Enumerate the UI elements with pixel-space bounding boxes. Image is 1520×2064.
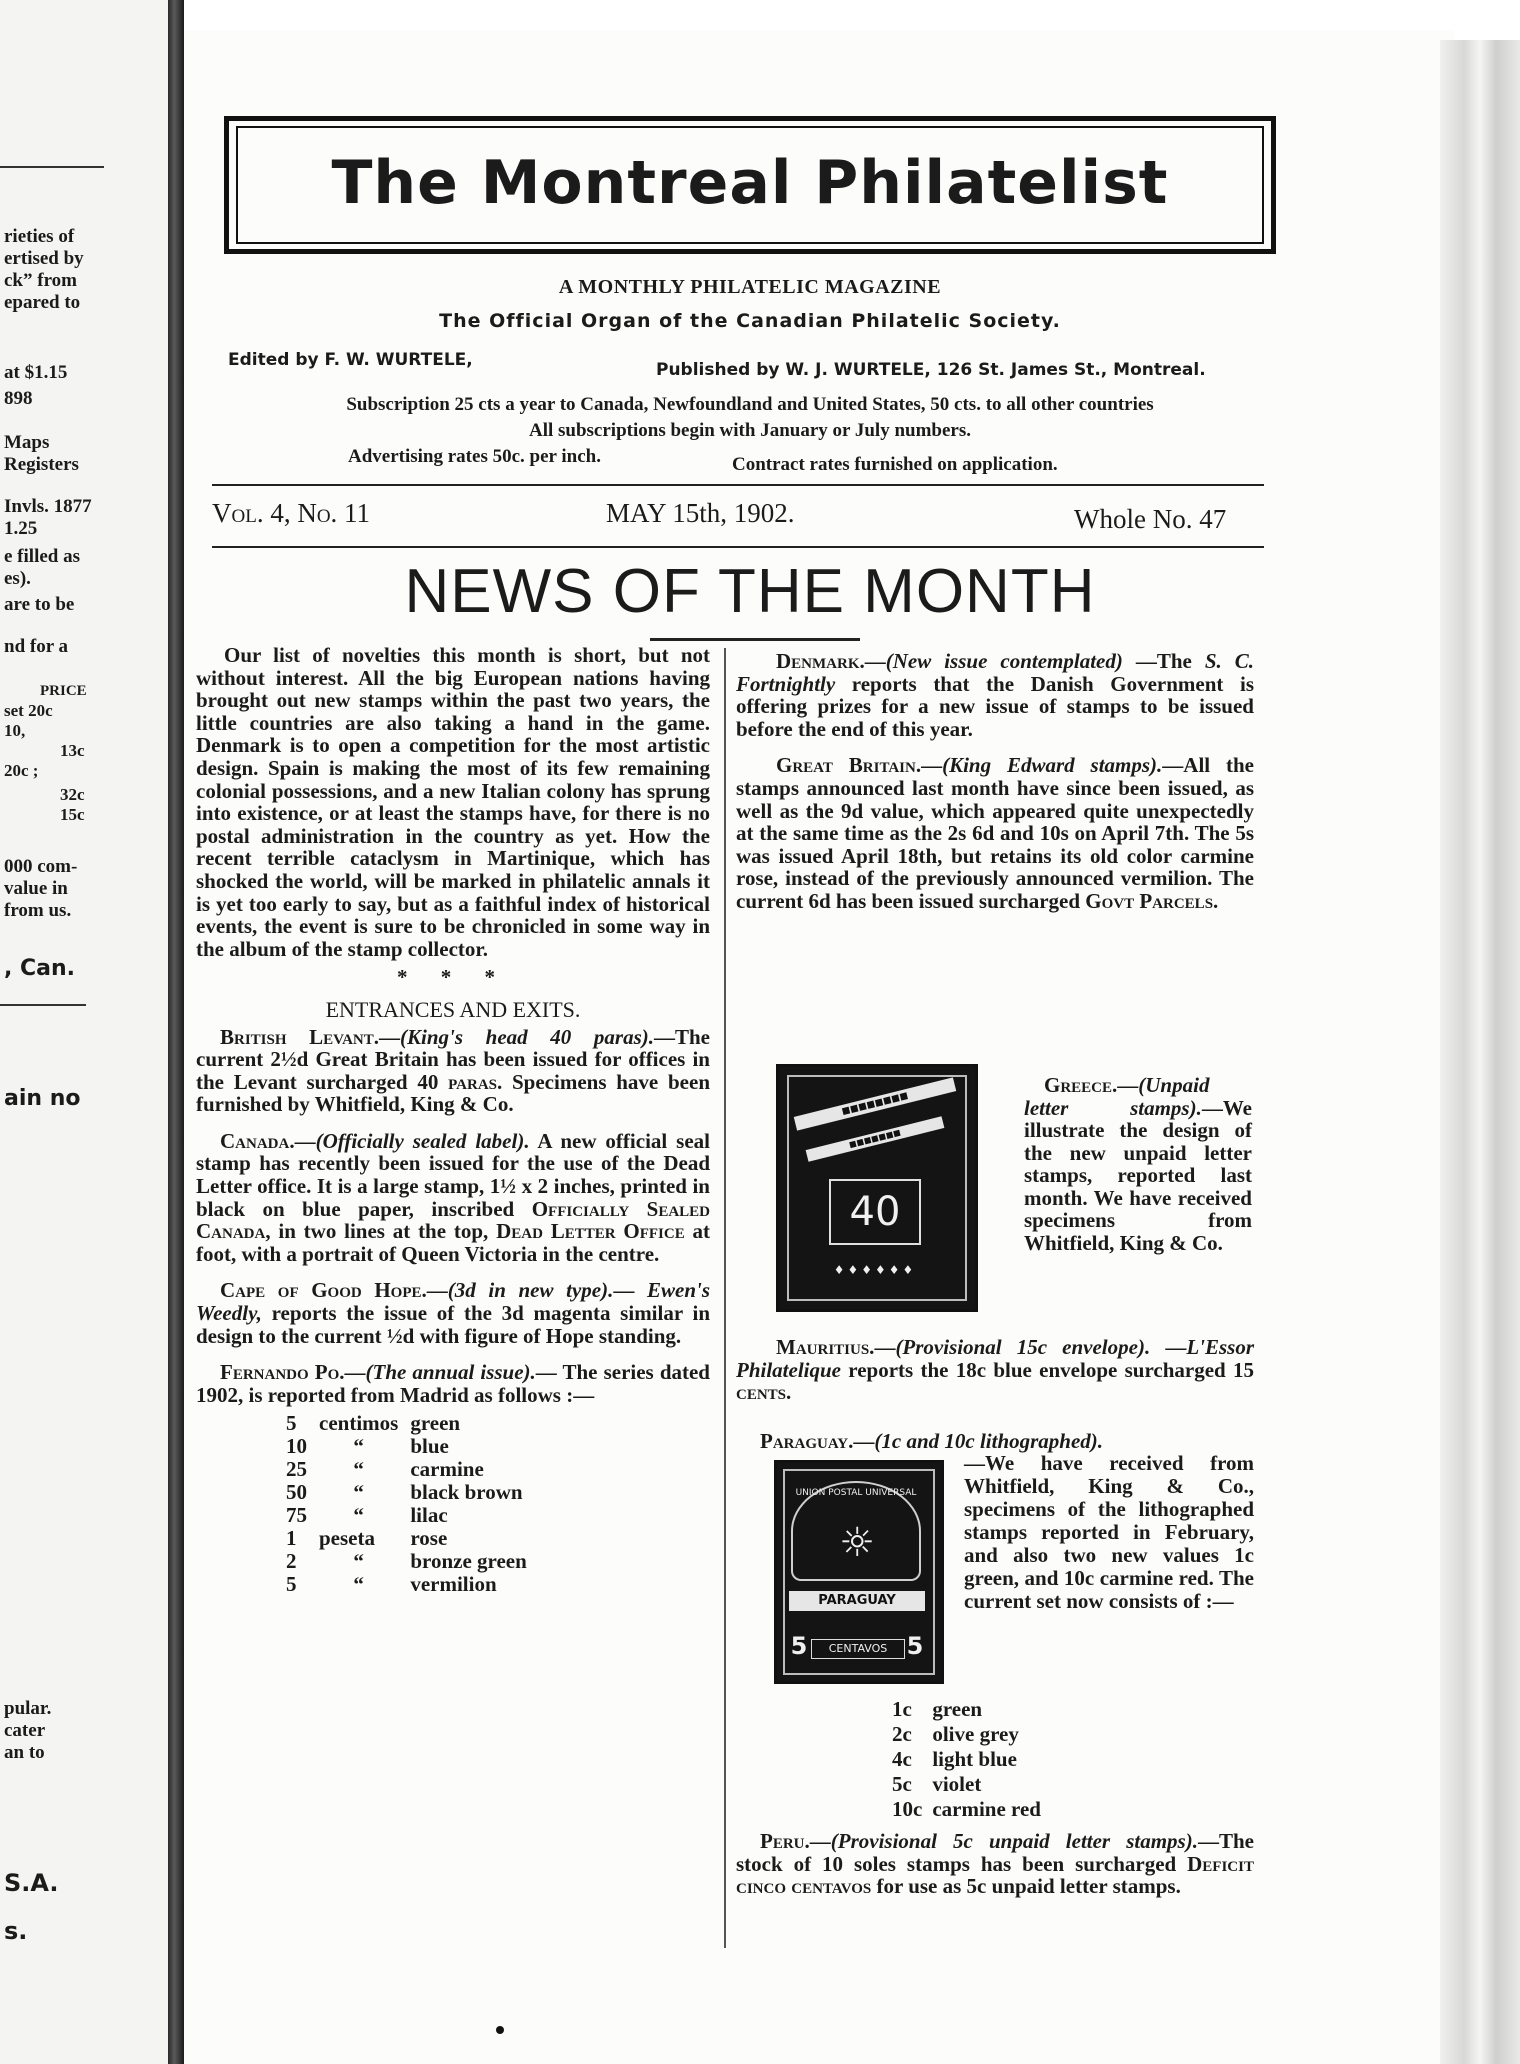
table-row bbox=[286, 1435, 539, 1458]
value-cell: 25 bbox=[286, 1457, 307, 1482]
adjacent-line: value in bbox=[4, 878, 68, 899]
adjacent-page-strip bbox=[0, 0, 168, 2064]
adjacent-line: 898 bbox=[4, 388, 33, 409]
adjacent-line: , Can. bbox=[4, 956, 76, 981]
page-headline: NEWS OF THE MONTH bbox=[404, 557, 1096, 626]
table-row bbox=[286, 1527, 539, 1550]
table-row bbox=[286, 1458, 539, 1481]
subscription-rates: Subscription 25 cts a year to Canada, Newfoundland and United States, 50 cts. to all other countries bbox=[346, 394, 1154, 415]
stamp-country: PARAGUAY bbox=[789, 1591, 925, 1611]
column-divider bbox=[724, 648, 726, 1948]
stamp-ribbon: ■■■■■■■■ bbox=[794, 1077, 957, 1130]
entry-body: for use as 5c unpaid letter stamps. bbox=[876, 1874, 1181, 1899]
color-cell: light blue bbox=[932, 1747, 1017, 1771]
surcharge-text: Govt Parcels. bbox=[1085, 888, 1219, 913]
entry-subtitle: (The annual issue). bbox=[365, 1360, 536, 1385]
whole-number: Whole No. 47 bbox=[1074, 504, 1227, 534]
color-cell: black brown bbox=[410, 1480, 523, 1505]
table-row bbox=[286, 1481, 539, 1504]
stamp-currency: CENTAVOS bbox=[811, 1639, 905, 1659]
value-cell: 10 bbox=[286, 1434, 307, 1459]
country-name: British Levant. bbox=[220, 1024, 379, 1049]
british-levant-entry: British Levant.—(King's head 40 paras).—The current 2½d Great Britain has been issued for offices in the Levant surcharged 40 paras. Specimens have been furnished by Whitfield, King & Co. bbox=[196, 1024, 711, 1117]
adjacent-line: ck” from bbox=[4, 270, 77, 291]
country-name: Greece. bbox=[1044, 1073, 1118, 1097]
entry-body: Specimens have been furnished by Whitfield, King & Co. bbox=[196, 1069, 710, 1117]
entry-subtitle: (Provisional 15c envelope). bbox=[895, 1335, 1151, 1359]
value-cell: 1c bbox=[892, 1697, 912, 1721]
intro-paragraph: Our list of novelties this month is short, but not without interest. All the big European nations having brought out new stamps within the past two years, the little countries are also taking a hand in the game. Denmark is to open a competition for the most artistic design. Spain is making the most of its few remaining colonial possessions, and a new Italian colony has sprung into existence, or at least the stamps have, for there is no postal administration in the country as yet. How the recent terrible cataclysm in Martinique, which has shocked the world, will be marked in philatelic annals it is yet too early to say, but as a faithful index of historical events, the event is sure to be chronicled in some way in the album of the stamp collector. bbox=[196, 643, 710, 961]
paraguay-heading: Paraguay.—(1c and 10c lithographed). bbox=[760, 1429, 1104, 1453]
volume-number: Vol. 4, No. 11 bbox=[212, 498, 371, 528]
masthead-title: The Montreal Philatelist bbox=[331, 148, 1169, 218]
source-name: S. C. Fortnightly bbox=[736, 649, 1255, 696]
adjacent-line: 10, bbox=[4, 721, 26, 740]
adjacent-line: e filled as bbox=[4, 546, 80, 567]
fernando-values-table bbox=[286, 1412, 539, 1596]
color-cell: blue bbox=[410, 1434, 449, 1459]
value-cell: 5c bbox=[892, 1772, 912, 1796]
official-organ-line: The Official Organ of the Canadian Philatelic Society. bbox=[439, 310, 1061, 332]
stamp-arch: UNION POSTAL UNIVERSAL bbox=[791, 1481, 921, 1581]
greece-entry: Greece.—(Unpaid letter stamps).—We illustrate the design of the new unpaid letter stamps, reported last month. We have received specimens from Whitfield, King & Co. bbox=[1024, 1073, 1252, 1255]
adjacent-line: PRICE bbox=[40, 683, 87, 699]
country-name: Mauritius. bbox=[776, 1335, 875, 1359]
unit-cell: “ bbox=[353, 1457, 364, 1482]
adjacent-line: epared to bbox=[4, 292, 81, 313]
adjacent-line: nd for a bbox=[4, 636, 69, 657]
adjacent-line: 15c bbox=[60, 805, 85, 824]
entry-body: reports the issue of the 3d magenta similar in design to the current ½d with figure of Hope standing. bbox=[196, 1301, 710, 1348]
stamp-ribbon: ■■■■■■■ bbox=[806, 1116, 945, 1162]
adjacent-line: Maps bbox=[4, 432, 50, 453]
adjacent-line: ain no bbox=[4, 1086, 81, 1111]
entry-subtitle: (New issue contemplated) bbox=[885, 649, 1123, 673]
stamp-value: 5 bbox=[906, 1632, 924, 1660]
page-edge bbox=[1440, 40, 1520, 2064]
entry-body: —The stock of 10 soles stamps has been surcharged bbox=[736, 1829, 1254, 1876]
adjacent-line: s. bbox=[4, 1917, 28, 1945]
adjacent-line: 20c ; bbox=[4, 761, 39, 780]
adjacent-line: set 20c bbox=[4, 701, 53, 720]
page-mark bbox=[496, 2026, 504, 2034]
value-cell: 10c bbox=[892, 1797, 923, 1821]
entry-body: —The current 2½d Great Britain has been issued for offices in the Levant surcharged 40 bbox=[196, 1024, 711, 1094]
surcharge-text: Deficit cinco centavos bbox=[736, 1851, 1254, 1899]
peru-entry: Peru.—(Provisional 5c unpaid letter stamps).—The stock of 10 soles stamps has been surcharged Deficit cinco centavos for use as 5c unpaid letter stamps. bbox=[736, 1829, 1254, 1899]
peru-block bbox=[736, 1830, 1254, 1898]
contract-rates: Contract rates furnished on application. bbox=[732, 454, 1058, 475]
value-cell: 2 bbox=[286, 1549, 297, 1574]
value-cell: 50 bbox=[286, 1480, 307, 1505]
color-cell: carmine bbox=[410, 1457, 484, 1482]
mauritius-entry: Mauritius.—(Provisional 15c envelope). —L'Essor Philatelique reports the 18c blue envelope surcharged 15 cents. bbox=[736, 1335, 1255, 1405]
value-cell: 5 bbox=[286, 1411, 297, 1436]
magazine-subtitle: A MONTHLY PHILATELIC MAGAZINE bbox=[558, 276, 942, 298]
color-cell: carmine red bbox=[932, 1797, 1041, 1821]
adjacent-line: ertised by bbox=[4, 248, 84, 269]
entry-subtitle: (Unpaid letter stamps). bbox=[1024, 1073, 1210, 1120]
table-row bbox=[892, 1698, 1049, 1721]
unit-cell: “ bbox=[353, 1549, 364, 1574]
table-row bbox=[286, 1550, 539, 1573]
country-name: Great Britain. bbox=[776, 753, 922, 778]
unit-cell: peseta bbox=[319, 1526, 375, 1551]
table-row bbox=[286, 1412, 539, 1435]
country-name: Fernando Po. bbox=[220, 1360, 345, 1385]
entry-body: — The series dated 1902, is reported from Madrid as follows :— bbox=[196, 1360, 710, 1407]
entry-subtitle: (Officially sealed label). bbox=[315, 1128, 530, 1153]
table-row bbox=[892, 1798, 1049, 1821]
adjacent-line: 1.25 bbox=[4, 518, 38, 539]
adjacent-rule bbox=[0, 166, 104, 168]
entry-body: reports that the Danish Government is offering prizes for a new issue of stamps to be issued before the end of this year. bbox=[736, 671, 1255, 741]
country-name: Cape of Good Hope. bbox=[220, 1278, 427, 1303]
adjacent-line: an to bbox=[4, 1742, 45, 1763]
left-column bbox=[196, 644, 710, 1596]
entry-subtitle: (King Edward stamps). bbox=[942, 753, 1163, 778]
entry-body: in two lines at the top, bbox=[278, 1219, 489, 1244]
right-column bbox=[736, 650, 1254, 913]
adjacent-line: pular. bbox=[4, 1698, 52, 1719]
entry-body: at foot, with a portrait of Queen Victoria in the centre. bbox=[196, 1219, 710, 1266]
color-cell: rose bbox=[410, 1526, 448, 1551]
inscription-text: Officially Sealed Canada, bbox=[196, 1196, 711, 1244]
mauritius-block bbox=[736, 1336, 1254, 1404]
issue-rule-bottom bbox=[212, 546, 1264, 548]
color-cell: green bbox=[932, 1697, 983, 1721]
unit-cell: “ bbox=[353, 1480, 364, 1505]
table-row bbox=[892, 1748, 1049, 1771]
paraguay-entry: —We have received from Whitfield, King & Co., specimens of the lithographed stamps reported in February, and also two new values 1c green, and 10c carmine red. The current set now consists of :— bbox=[964, 1451, 1254, 1613]
paraguay-values-table bbox=[890, 1696, 1051, 1823]
table-row bbox=[892, 1773, 1049, 1796]
stamp-emblem: ☼ bbox=[839, 1520, 875, 1566]
table-row bbox=[286, 1573, 539, 1596]
country-name: Denmark. bbox=[776, 649, 865, 673]
entry-body: A new official seal stamp has recently been issued for the use of the Dead Letter office. It is a large stamp, 1½ x 2 inches, printed in black on blue paper, inscribed bbox=[196, 1128, 710, 1221]
editor-credit: Edited by F. W. WURTELE, bbox=[228, 350, 473, 370]
country-name: Peru. bbox=[760, 1829, 810, 1853]
paraguay-stamp-image bbox=[774, 1460, 944, 1684]
advertising-rates: Advertising rates 50c. per inch. bbox=[348, 446, 601, 467]
inscription-text: Dead Letter Office bbox=[496, 1219, 685, 1244]
adjacent-line: from us. bbox=[4, 900, 72, 921]
entry-body: —All the stamps announced last month have since been issued, as well as the 9d value, which appeared quite unexpectedly at the same time as the 2s 6d and 10s on April 7th. The 5s was issued April 18th, but retains its old color carmine rose, instead of the previously announced vermilion. The current 6d has been issued surcharged bbox=[736, 753, 1254, 913]
adjacent-line: are to be bbox=[4, 594, 75, 615]
denmark-entry: Denmark.—(New issue contemplated) —The S. C. Fortnightly reports that the Danish Government is offering prizes for a new issue of stamps to be issued before the end of this year. bbox=[736, 649, 1255, 741]
canada-entry: Canada.—(Officially sealed label). A new official seal stamp has recently been issued for the use of the Dead Letter office. It is a large stamp, 1½ x 2 inches, printed in black on blue paper, inscribed Officially Sealed Canada, in two lines at the top, Dead Letter Office at foot, with a portrait of Queen Victoria in the centre. bbox=[196, 1128, 711, 1266]
entry-body: —We illustrate the design of the new unpaid letter stamps, reported last month. We have received specimens from Whitfield, King & Co. bbox=[1024, 1095, 1252, 1255]
stamp-value: 40 bbox=[829, 1179, 921, 1245]
entry-body: reports the 18c blue envelope surcharged bbox=[848, 1357, 1226, 1382]
unit-cell: centimos bbox=[319, 1411, 399, 1436]
unit-cell: “ bbox=[353, 1572, 364, 1597]
adjacent-line: es). bbox=[4, 568, 31, 589]
entry-body: —The bbox=[1135, 649, 1192, 673]
adjacent-line: at $1.15 bbox=[4, 362, 68, 383]
surcharge-text: 15 cents. bbox=[736, 1357, 1254, 1405]
color-cell: vermilion bbox=[410, 1572, 497, 1597]
color-cell: bronze green bbox=[410, 1549, 527, 1574]
entry-subtitle: (King's head 40 paras). bbox=[400, 1024, 654, 1049]
adjacent-line: Invls. 1877 bbox=[4, 496, 92, 517]
adjacent-line: 000 com- bbox=[4, 856, 78, 877]
value-cell: 1 bbox=[286, 1526, 297, 1551]
adjacent-line: 13c bbox=[60, 741, 85, 760]
entry-subtitle: (3d in new type). bbox=[447, 1278, 614, 1303]
unit-cell: “ bbox=[353, 1503, 364, 1528]
great-britain-entry: Great Britain.—(King Edward stamps).—All the stamps announced last month have since been issued, as well as the 9d value, which appeared quite unexpectedly at the same time as the 2s 6d and 10s on April 7th. The 5s was issued April 18th, but retains its old color carmine rose, instead of the previously announced vermilion. The current 6d has been issued surcharged Govt Parcels. bbox=[736, 753, 1254, 913]
adjacent-line: cater bbox=[4, 1720, 46, 1741]
cape-entry: Cape of Good Hope.—(3d in new type).— Ewen's Weedly, reports the issue of the 3d magenta similar in design to the current ½d with figure of Hope standing. bbox=[196, 1278, 711, 1348]
issue-date: MAY 15th, 1902. bbox=[606, 498, 795, 528]
table-row bbox=[286, 1504, 539, 1527]
stamp-value: 5 bbox=[790, 1632, 808, 1660]
issue-rule-top bbox=[212, 484, 1264, 486]
surcharge-text: paras. bbox=[448, 1069, 503, 1094]
entry-subtitle: (Provisional 5c unpaid letter stamps). bbox=[830, 1829, 1198, 1853]
country-name: Canada. bbox=[220, 1128, 295, 1153]
headline-rule bbox=[650, 638, 860, 641]
adjacent-line: Registers bbox=[4, 454, 79, 475]
adjacent-line: rieties of bbox=[4, 226, 75, 247]
greece-stamp-image bbox=[776, 1064, 978, 1312]
value-cell: 5 bbox=[286, 1572, 297, 1597]
source-name: Ewen's Weedly, bbox=[196, 1278, 711, 1326]
subscription-terms: All subscriptions begin with January or July numbers. bbox=[528, 420, 971, 441]
color-cell: lilac bbox=[410, 1503, 448, 1528]
adjacent-line: S.A. bbox=[4, 1869, 59, 1897]
color-cell: olive grey bbox=[932, 1722, 1019, 1746]
table-row bbox=[892, 1723, 1049, 1746]
color-cell: green bbox=[410, 1411, 461, 1436]
adjacent-rule bbox=[0, 1004, 86, 1006]
country-name: Paraguay. bbox=[760, 1429, 854, 1453]
unit-cell: “ bbox=[353, 1434, 364, 1459]
publisher-credit: Published by W. J. WURTELE, 126 St. James St., Montreal. bbox=[656, 360, 1206, 380]
color-cell: violet bbox=[932, 1772, 982, 1796]
adjacent-line: 32c bbox=[60, 785, 85, 804]
value-cell: 4c bbox=[892, 1747, 912, 1771]
value-cell: 2c bbox=[892, 1722, 912, 1746]
section-heading: ENTRANCES AND EXITS. bbox=[325, 996, 581, 1022]
value-cell: 75 bbox=[286, 1503, 307, 1528]
source-name: L'Essor Philatelique bbox=[736, 1335, 1255, 1382]
stamp-ornament: ♦♦♦♦♦♦ bbox=[833, 1263, 917, 1277]
entry-subtitle: (1c and 10c lithographed). bbox=[874, 1429, 1104, 1453]
fernando-entry: Fernando Po.—(The annual issue).— The series dated 1902, is reported from Madrid as follows :— bbox=[196, 1360, 710, 1407]
section-stars: * * * bbox=[397, 965, 509, 990]
book-gutter bbox=[168, 0, 184, 2064]
